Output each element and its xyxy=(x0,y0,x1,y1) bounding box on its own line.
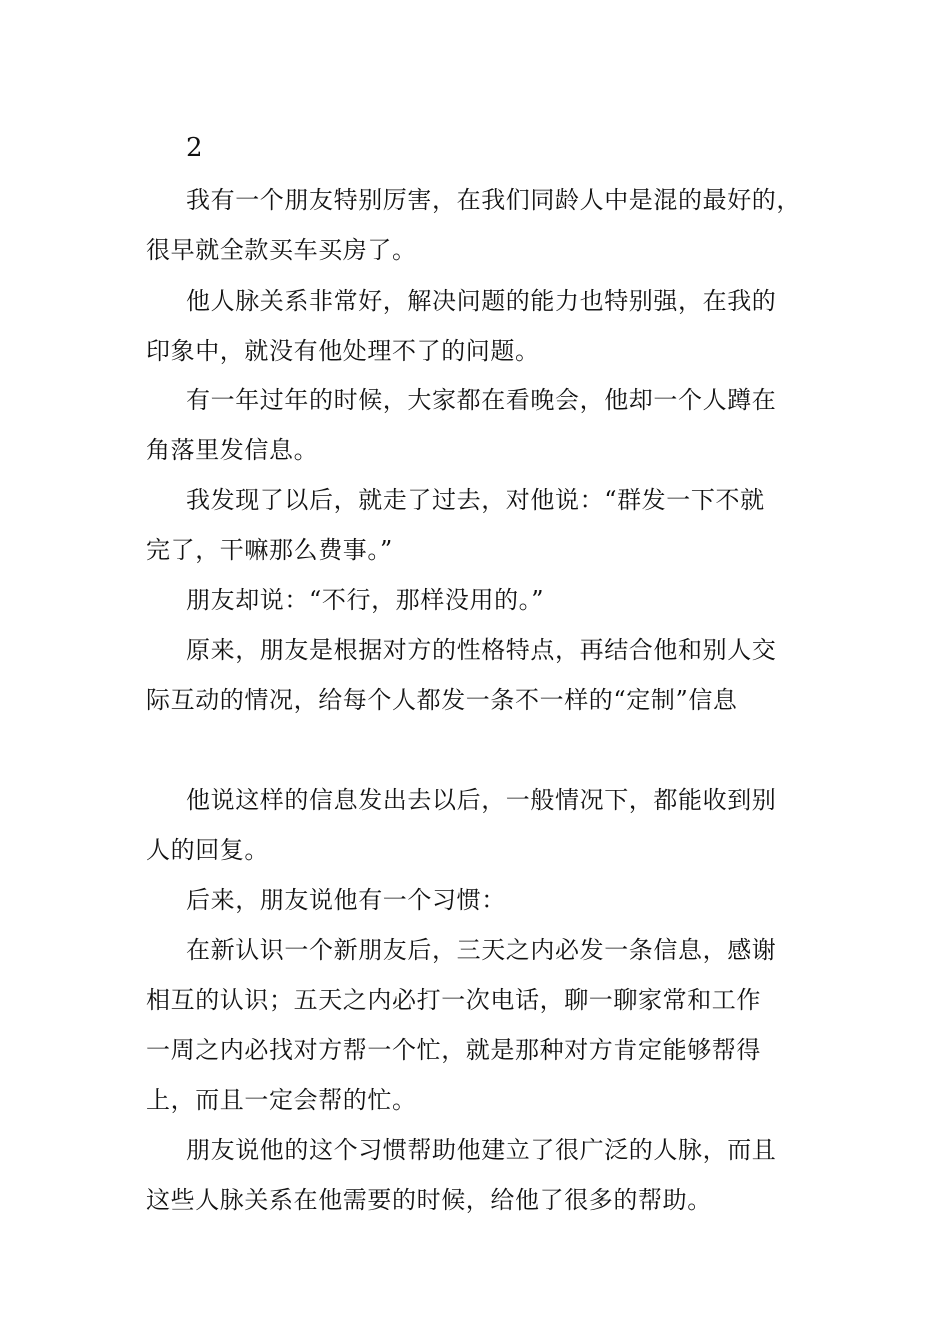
paragraph-4-line-1: 我发现了以后，就走了过去，对他说：“群发一下不就 xyxy=(186,486,765,514)
paragraph-8-line-1: 后来，朋友说他有一个习惯： xyxy=(186,886,506,914)
paragraph-3-line-2: 角落里发信息。 xyxy=(146,436,319,464)
paragraph-4-line-2: 完了，干嘛那么费事。” xyxy=(146,536,393,564)
paragraph-9-line-1: 在新认识一个新朋友后，三天之内必发一条信息，感谢 xyxy=(186,936,777,964)
paragraph-6-line-2: 际互动的情况，给每个人都发一条不一样的“定制”信息 xyxy=(146,686,738,714)
paragraph-9-line-2: 相互的认识；五天之内必打一次电话，聊一聊家常和工作 xyxy=(146,986,761,1014)
section-number: 2 xyxy=(186,133,204,163)
paragraph-5-line-1: 朋友却说：“不行，那样没用的。” xyxy=(186,586,545,614)
paragraph-10-line-2: 这些人脉关系在他需要的时候，给他了很多的帮助。 xyxy=(146,1186,712,1214)
paragraph-7-line-1: 他说这样的信息发出去以后，一般情况下，都能收到别 xyxy=(186,786,777,814)
paragraph-2-line-1: 他人脉关系非常好，解决问题的能力也特别强，在我的 xyxy=(186,287,777,315)
paragraph-10-line-1: 朋友说他的这个习惯帮助他建立了很广泛的人脉，而且 xyxy=(186,1136,777,1164)
paragraph-9-line-4: 上，而且一定会帮的忙。 xyxy=(146,1086,417,1114)
paragraph-6-line-1: 原来，朋友是根据对方的性格特点，再结合他和别人交 xyxy=(186,636,777,664)
paragraph-3-line-1: 有一年过年的时候，大家都在看晚会，他却一个人蹲在 xyxy=(186,386,777,414)
paragraph-7-line-2: 人的回复。 xyxy=(146,836,269,864)
paragraph-2-line-2: 印象中，就没有他处理不了的问题。 xyxy=(146,337,540,365)
paragraph-9-line-3: 一周之内必找对方帮一个忙，就是那种对方肯定能够帮得 xyxy=(146,1036,761,1064)
paragraph-1-line-2: 很早就全款买车买房了。 xyxy=(146,236,417,264)
paragraph-1-line-1: 我有一个朋友特别厉害，在我们同龄人中是混的最好的， xyxy=(186,186,801,214)
